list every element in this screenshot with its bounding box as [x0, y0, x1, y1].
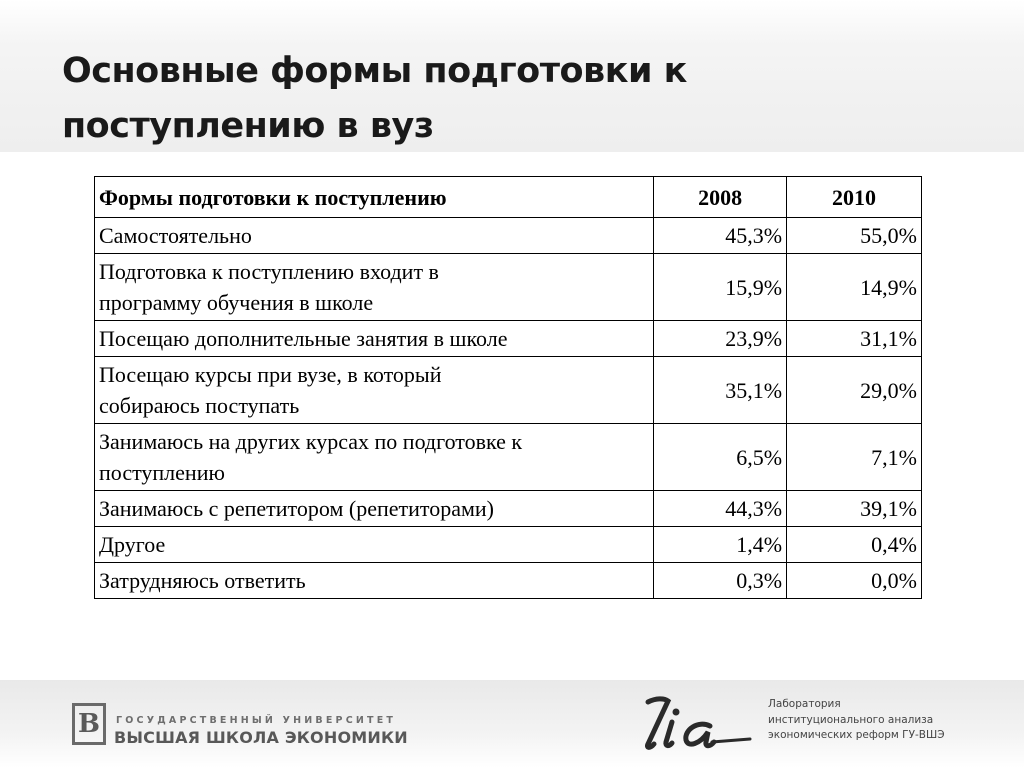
table-row — [95, 218, 922, 254]
row-label — [95, 357, 654, 424]
value-2010: 29,0% — [787, 357, 922, 424]
row-label — [95, 491, 654, 527]
data-table — [94, 176, 922, 599]
lab-caption-line: Лаборатория — [768, 698, 841, 710]
value-2010: 0,4% — [787, 527, 922, 563]
value-2008: 35,1% — [654, 357, 787, 424]
lab-caption-line: экономических реформ ГУ-ВШЭ — [768, 729, 945, 741]
value-2008: 1,4% — [654, 527, 787, 563]
row-label-line: Занимаюсь с репетитором (репетиторами) — [99, 496, 495, 521]
table-header-row — [95, 177, 922, 218]
table-row — [95, 563, 922, 599]
row-label-line: программу обучения в школе — [99, 290, 374, 315]
hse-logo-mark: В — [72, 703, 106, 745]
value-2010: 0,0% — [787, 563, 922, 599]
value-2010: 39,1% — [787, 491, 922, 527]
value-2008: 45,3% — [654, 218, 787, 254]
value-2008: 0,3% — [654, 563, 787, 599]
table-row — [95, 321, 922, 357]
lab-caption — [768, 697, 945, 744]
table-row — [95, 424, 922, 491]
value-2008: 15,9% — [654, 254, 787, 321]
value-2010: 7,1% — [787, 424, 922, 491]
lab-caption-line: институционального анализа — [768, 713, 934, 726]
row-label — [95, 424, 654, 491]
row-label-line: Подготовка к поступлению входит в — [99, 259, 439, 284]
value-2010: 55,0% — [787, 218, 922, 254]
value-2008: 6,5% — [654, 424, 787, 491]
row-label-line: собираюсь поступать — [99, 393, 300, 418]
hse-logo-name: ВЫСШАЯ ШКОЛА ЭКОНОМИКИ — [114, 728, 408, 747]
row-label — [95, 527, 654, 563]
row-label-line: Посещаю курсы при вузе, в который — [99, 362, 442, 387]
page-title-line-1: Основные формы подготовки к — [62, 51, 687, 91]
header-2010: 2010 — [787, 177, 922, 218]
value-2008: 44,3% — [654, 491, 787, 527]
row-label — [95, 563, 654, 599]
page-title-line-2: поступлению в вуз — [62, 106, 434, 146]
row-label-line: Посещаю дополнительные занятия в школе — [99, 326, 508, 351]
table-row — [95, 254, 922, 321]
value-2010: 14,9% — [787, 254, 922, 321]
page-title — [62, 44, 962, 154]
row-label — [95, 218, 654, 254]
row-label-line: Другое — [99, 532, 166, 557]
value-2010: 31,1% — [787, 321, 922, 357]
row-label-line: Затрудняюсь ответить — [99, 568, 306, 593]
table-row — [95, 527, 922, 563]
row-label — [95, 254, 654, 321]
hse-logo-subtitle: ГОСУДАРСТВЕННЫЙ УНИВЕРСИТЕТ — [116, 715, 397, 726]
table-row — [95, 491, 922, 527]
row-label-line: поступлению — [99, 460, 225, 485]
table-row — [95, 357, 922, 424]
header-2008: 2008 — [654, 177, 787, 218]
header-form: Формы подготовки к поступлению — [95, 177, 654, 218]
row-label-line: Занимаюсь на других курсах по подготовке к — [99, 429, 523, 454]
lia-logo-icon — [628, 692, 758, 754]
value-2008: 23,9% — [654, 321, 787, 357]
row-label-line: Самостоятельно — [99, 223, 252, 248]
row-label — [95, 321, 654, 357]
